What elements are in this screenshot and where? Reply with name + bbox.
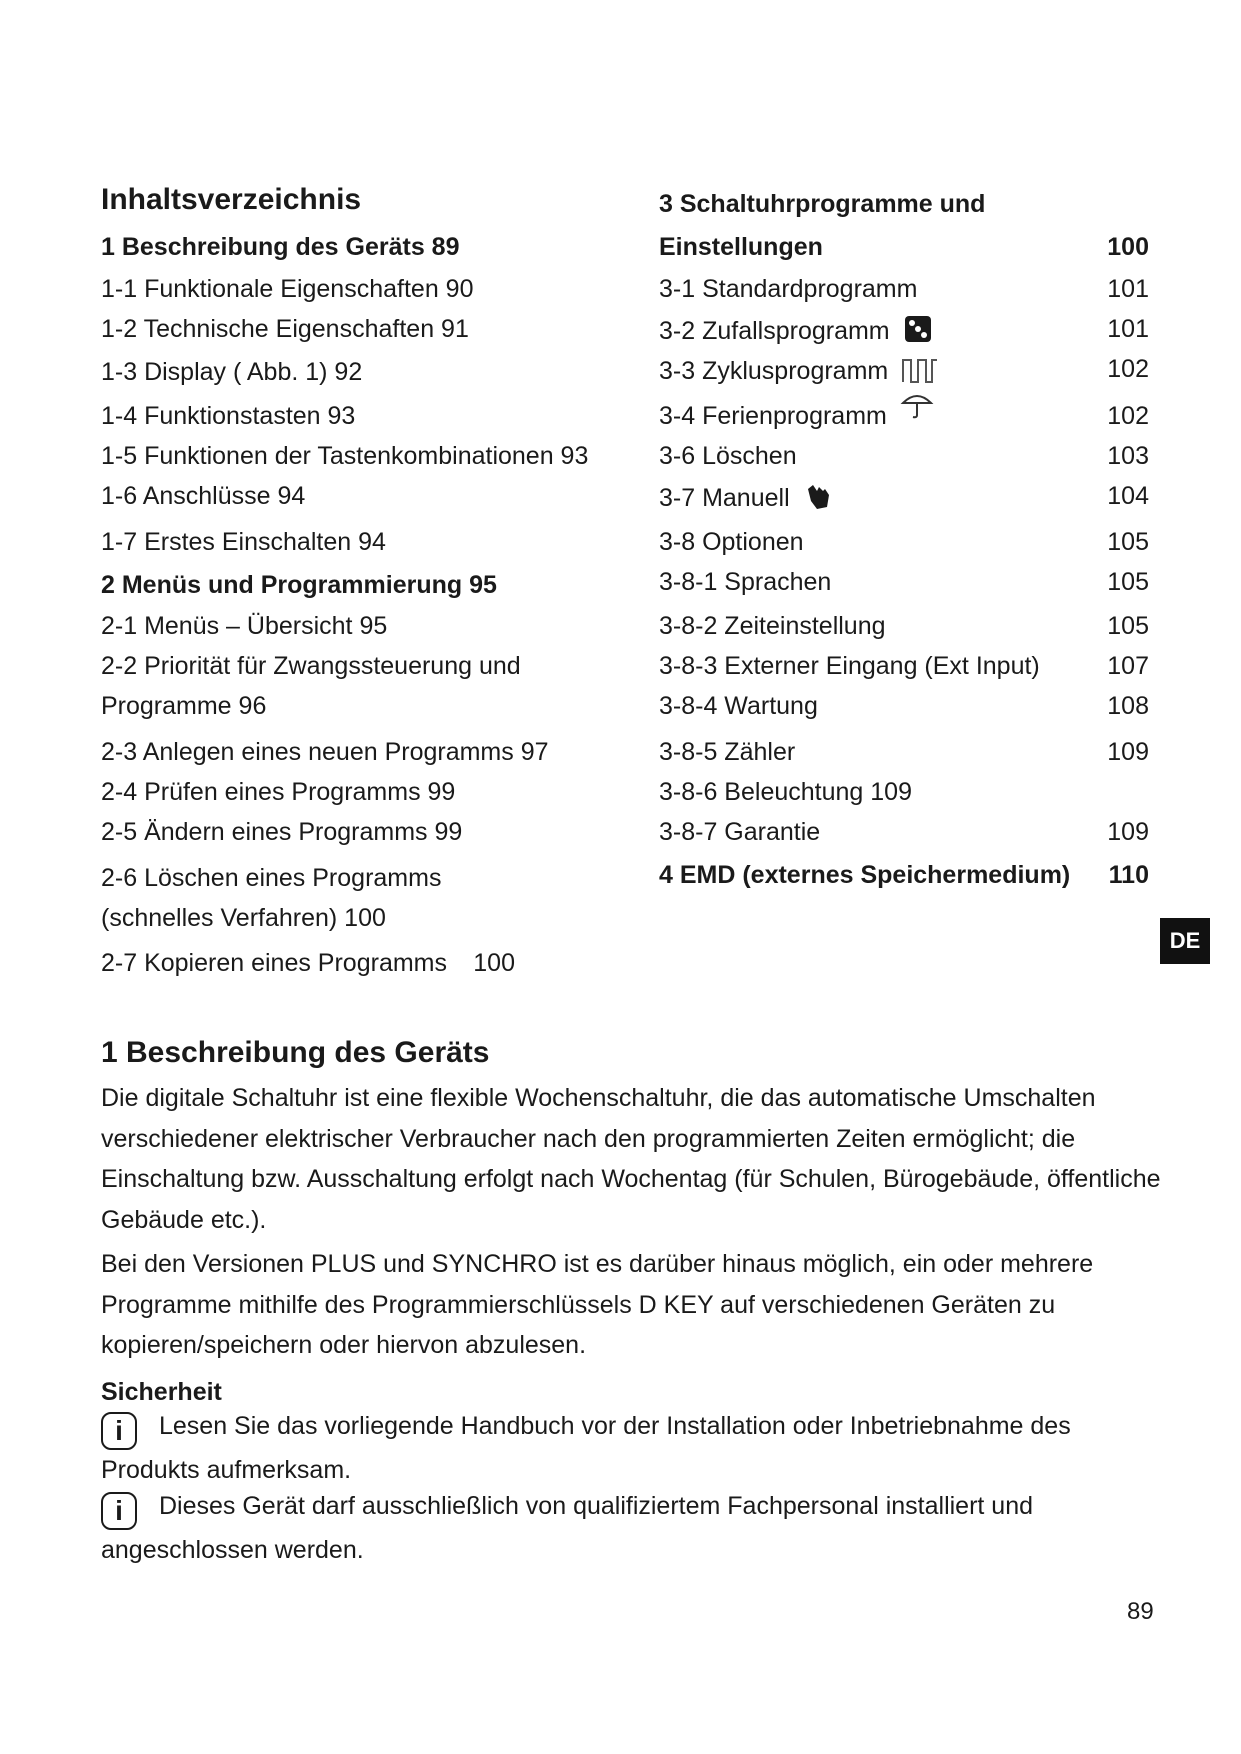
toc-page-number: 100 bbox=[1107, 233, 1149, 261]
safety-heading: Sicherheit bbox=[101, 1378, 222, 1406]
toc-page-number: 108 bbox=[1107, 692, 1149, 720]
toc-entry[interactable]: 1-6 Anschlüsse 94 bbox=[101, 482, 306, 510]
toc-page-number: 105 bbox=[1107, 612, 1149, 640]
toc-entry[interactable]: 2-4 Prüfen eines Programms 99 bbox=[101, 778, 456, 806]
toc-page-number: 103 bbox=[1107, 442, 1149, 470]
toc-entry[interactable]: 3-3 Zyklusprogramm 102 bbox=[659, 354, 1149, 391]
toc-entry[interactable]: 3-8-1 Sprachen 105 bbox=[659, 568, 1149, 596]
toc-page-number: 105 bbox=[1107, 568, 1149, 596]
toc-page-number: 101 bbox=[1107, 275, 1149, 303]
toc-entry[interactable]: 3-7 Manuell 104 bbox=[659, 481, 1149, 518]
toc-entry[interactable]: 1-1 Funktionale Eigenschaften 90 bbox=[101, 275, 474, 303]
section-heading: 1 Beschreibung des Geräts bbox=[101, 1036, 490, 1069]
info-icon: i bbox=[101, 1412, 137, 1450]
toc-page-number: 109 bbox=[1107, 738, 1149, 766]
toc-entry[interactable]: 2-5 Ändern eines Programms 99 bbox=[101, 818, 463, 846]
toc-entry[interactable]: 2-3 Anlegen eines neuen Programms 97 bbox=[101, 738, 549, 766]
toc-page-number: 102 bbox=[1107, 402, 1149, 430]
toc-entry[interactable]: 3-8-6 Beleuchtung 109 bbox=[659, 778, 912, 806]
toc-entry[interactable]: (schnelles Verfahren) 100 bbox=[101, 904, 386, 932]
toc-page-number: 109 bbox=[1107, 818, 1149, 846]
toc-entry[interactable]: 3-6 Löschen 103 bbox=[659, 442, 1149, 470]
toc-entry[interactable]: 4 EMD (externes Speichermedium) 110 bbox=[659, 861, 1149, 889]
toc-entry[interactable]: 3-1 Standardprogramm 101 bbox=[659, 275, 1149, 303]
toc-page-number: 107 bbox=[1107, 652, 1149, 680]
hand-icon bbox=[803, 481, 833, 518]
pulse-icon bbox=[901, 354, 939, 391]
toc-entry[interactable]: 3 Schaltuhrprogramme und bbox=[659, 190, 986, 218]
safety-note-text: Lesen Sie das vorliegende Handbuch vor der Installation oder Inbetriebnahme des Produkts aufmerksam. bbox=[101, 1412, 1071, 1484]
umbrella-icon bbox=[900, 389, 934, 426]
toc-entry[interactable]: 1-5 Funktionen der Tastenkombinationen 93 bbox=[101, 442, 589, 470]
toc-entry[interactable]: 1-4 Funktionstasten 93 bbox=[101, 402, 356, 430]
toc-entry[interactable]: 3-8-3 Externer Eingang (Ext Input) 107 bbox=[659, 652, 1149, 680]
toc-entry[interactable]: Einstellungen 100 bbox=[659, 233, 1149, 261]
page-number: 89 bbox=[1127, 1598, 1154, 1625]
toc-page-number: 101 bbox=[1107, 315, 1149, 343]
description-paragraph: Die digitale Schaltuhr ist eine flexible Wochenschaltuhr, die das automatische Umschalten verschiedener elektrischer Verbraucher nach den programmierten Zeiten ermöglicht; die Einschaltung bzw. Ausschaltung erfolgt nach Wochentag (für Schulen, Bürogebäude, öffentliche Gebäude etc.). bbox=[101, 1084, 1161, 1234]
toc-entry[interactable]: 2-7 Kopieren eines Programms 100 bbox=[101, 949, 515, 977]
safety-note-text: Dieses Gerät darf ausschließlich von qualifiziertem Fachpersonal installiert und angeschlossen werden. bbox=[101, 1492, 1034, 1564]
toc-entry[interactable]: 1-7 Erstes Einschalten 94 bbox=[101, 528, 386, 556]
versions-paragraph: Bei den Versionen PLUS und SYNCHRO ist es darüber hinaus möglich, ein oder mehrere Programme mithilfe des Programmierschlüssels D KEY auf verschiedenen Geräten zu kopieren/speichern oder hiervon abzulesen. bbox=[101, 1250, 1094, 1359]
toc-entry[interactable]: 3-4 Ferienprogramm 102 bbox=[659, 401, 1149, 431]
toc-entry[interactable]: 2-1 Menüs – Übersicht 95 bbox=[101, 612, 388, 640]
toc-page-number: 104 bbox=[1107, 482, 1149, 510]
toc-entry[interactable]: 2 Menüs und Programmierung 95 bbox=[101, 571, 497, 599]
toc-page-number: 110 bbox=[1108, 861, 1149, 889]
toc-entry[interactable]: 3-2 Zufallsprogramm 101 bbox=[659, 314, 1149, 351]
toc-entry[interactable]: 3-8-2 Zeiteinstellung 105 bbox=[659, 612, 1149, 640]
toc-entry[interactable]: 3-8 Optionen 105 bbox=[659, 528, 1149, 556]
toc-page-number: 102 bbox=[1107, 355, 1149, 383]
toc-entry[interactable]: 3-8-5 Zähler 109 bbox=[659, 738, 1149, 766]
toc-entry[interactable]: 2-6 Löschen eines Programms bbox=[101, 864, 442, 892]
toc-entry[interactable]: 1 Beschreibung des Geräts 89 bbox=[101, 233, 460, 261]
toc-entry[interactable]: Programme 96 bbox=[101, 692, 267, 720]
safety-note bbox=[101, 1486, 1161, 1570]
toc-entry[interactable]: 1-3 Display ( Abb. 1) 92 bbox=[101, 358, 363, 386]
toc-entry[interactable]: 1-2 Technische Eigenschaften 91 bbox=[101, 315, 469, 343]
toc-entry[interactable]: 3-8-4 Wartung 108 bbox=[659, 692, 1149, 720]
toc-entry[interactable]: 3-8-7 Garantie 109 bbox=[659, 818, 1149, 846]
toc-page-number: 105 bbox=[1107, 528, 1149, 556]
toc-page-number: 100 bbox=[473, 949, 515, 977]
toc-entry[interactable]: 2-2 Priorität für Zwangssteuerung und bbox=[101, 652, 521, 680]
info-icon: i bbox=[101, 1492, 137, 1530]
language-tab: DE bbox=[1160, 918, 1210, 964]
toc-title: Inhaltsverzeichnis bbox=[101, 183, 362, 216]
safety-note bbox=[101, 1406, 1161, 1490]
dice-icon bbox=[903, 314, 933, 351]
